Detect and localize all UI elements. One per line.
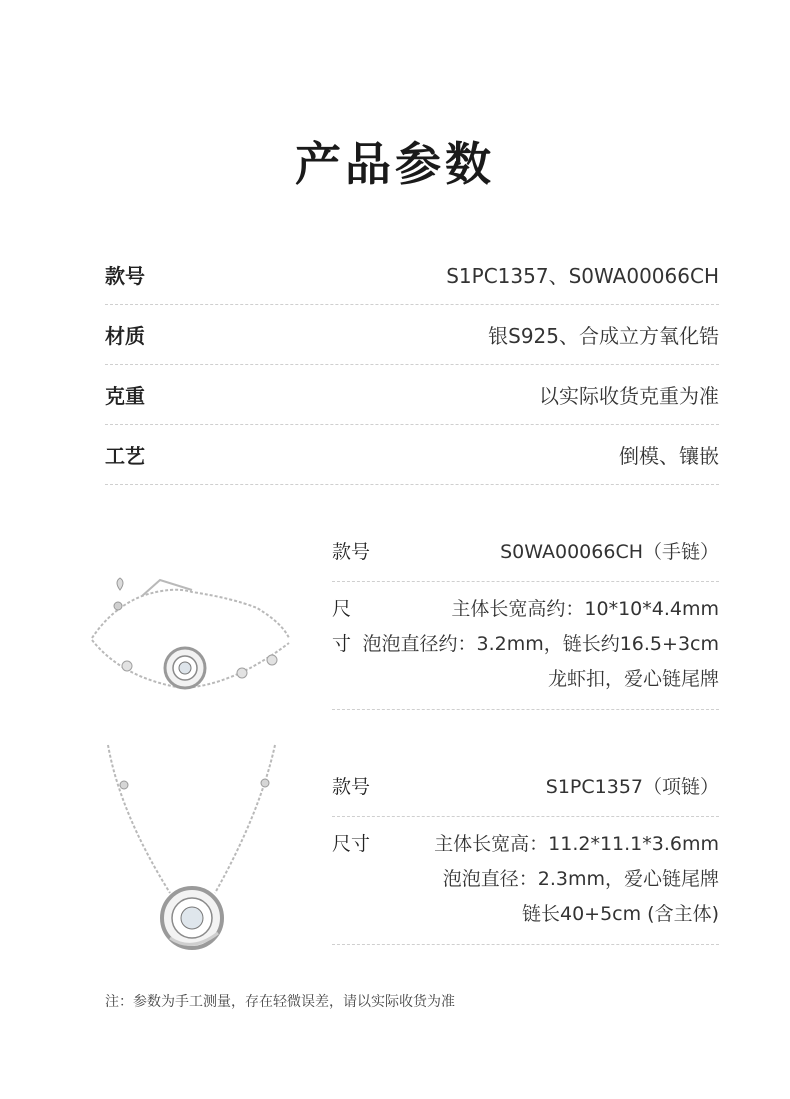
model-label: 款号 [332,776,371,798]
bracelet-info [332,520,719,710]
necklace-size-row [332,817,719,945]
spec-row-material [105,305,719,365]
size-line: 泡泡直径：2.3mm，爱心链尾牌 [442,868,719,890]
page-title: 产品参数 [295,137,495,191]
footnote: 注：参数为手工测量，存在轻微误差，请以实际收货为准 [105,994,455,1010]
spec-row-weight [105,365,719,425]
necklace-image [100,743,290,968]
model-value: S0WA00066CH（手链） [500,541,719,563]
size-label: 尺寸 [332,833,371,855]
size-lines [434,827,719,944]
spec-value: 银S925、合成立方氧化锆 [488,324,719,348]
spec-table [105,245,719,485]
size-line: 主体长宽高约：10*10*4.4mm [451,598,719,620]
spec-label: 款号 [105,264,145,288]
bracelet-model-row [332,520,719,582]
necklace-info [332,755,719,945]
spec-row-model [105,245,719,305]
size-line: 链长40+5cm (含主体) [521,903,719,925]
spec-label: 材质 [105,324,145,348]
spec-label: 工艺 [105,444,145,468]
model-label: 款号 [332,541,371,563]
bracelet-image [82,568,297,713]
model-value: S1PC1357（项链） [545,776,719,798]
spec-value: 以实际收货克重为准 [539,384,719,408]
size-line: 泡泡直径约：3.2mm，链长约16.5+3cm [362,633,719,655]
size-label: 尺寸 [332,598,352,655]
spec-value: S1PC1357、S0WA00066CH [446,264,719,288]
bracelet-size-row [332,582,719,710]
spec-label: 克重 [105,384,145,408]
size-line: 主体长宽高：11.2*11.1*3.6mm [434,833,719,855]
spec-row-craft [105,425,719,485]
spec-value: 倒模、镶嵌 [619,444,719,468]
size-line: 龙虾扣，爱心链尾牌 [547,668,719,690]
necklace-model-row [332,755,719,817]
size-lines [362,592,719,709]
